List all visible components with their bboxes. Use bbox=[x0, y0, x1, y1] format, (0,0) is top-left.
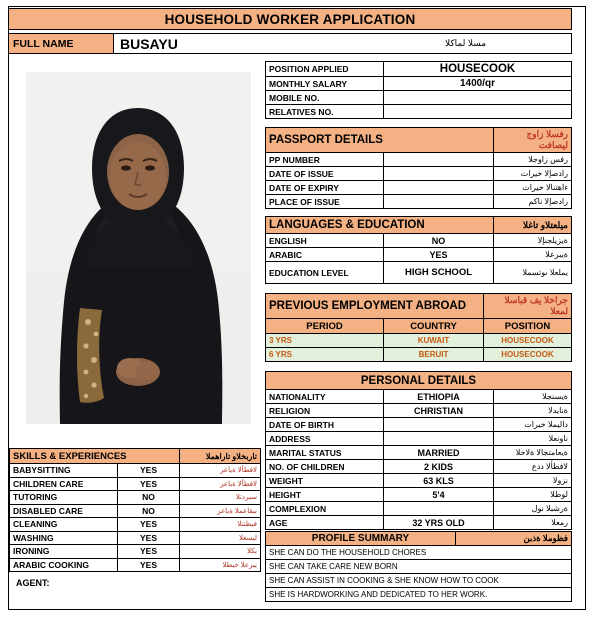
applicant-photo bbox=[26, 72, 251, 424]
employment-col-period: PERIOD bbox=[266, 319, 384, 334]
section-header-row bbox=[266, 294, 572, 319]
skill-tutoring-arabic: سيردتلا bbox=[180, 491, 261, 505]
marital-status-label: MARITAL STATUS bbox=[266, 446, 384, 460]
date-of-expiry-label: DATE OF EXPIRY bbox=[266, 181, 384, 195]
arabic-value: YES bbox=[384, 248, 494, 262]
age-label: AGE bbox=[266, 516, 384, 530]
table-header-row bbox=[266, 319, 572, 334]
employment-col-country: COUNTRY bbox=[384, 319, 484, 334]
section-header-row bbox=[266, 372, 572, 390]
previous-employment-table bbox=[265, 293, 572, 362]
weight-value: 63 KLS bbox=[384, 474, 494, 488]
position-table bbox=[265, 61, 572, 119]
applicant-photo-image bbox=[26, 72, 251, 424]
skills-experiences-table bbox=[9, 448, 261, 572]
nationality-label-arabic: ةيسنجلا bbox=[494, 390, 572, 404]
mobile-no-label: MOBILE NO. bbox=[266, 91, 384, 105]
skill-disabled-care-label: DISABLED CARE bbox=[10, 504, 118, 518]
section-header-row bbox=[10, 449, 261, 464]
profile-section-title-arabic: فظوملا ةذبن bbox=[456, 532, 572, 546]
section-header-row bbox=[266, 128, 572, 153]
marital-status-label-arabic: ةيعامتجالا ةلاحلا bbox=[494, 446, 572, 460]
table-row bbox=[266, 262, 572, 284]
employment-position-2: HOUSECOOK bbox=[484, 348, 572, 362]
full-name-label: FULL NAME bbox=[9, 34, 114, 53]
arabic-label: ARABIC bbox=[266, 248, 384, 262]
full-name-row bbox=[8, 33, 572, 54]
table-row bbox=[10, 531, 261, 545]
education-level-label: EDUCATION LEVEL bbox=[266, 262, 384, 284]
monthly-salary-value: 1400/qr bbox=[384, 77, 572, 91]
profile-line-2: SHE CAN TAKE CARE NEW BORN bbox=[266, 560, 572, 574]
weight-label-arabic: نزولا bbox=[494, 474, 572, 488]
complexion-label-arabic: ةرشبلا نول bbox=[494, 502, 572, 516]
profile-section-title: PROFILE SUMMARY bbox=[266, 532, 456, 546]
date-of-birth-label: DATE OF BIRTH bbox=[266, 418, 384, 432]
employment-country-1: KUWAIT bbox=[384, 334, 484, 348]
table-row bbox=[266, 77, 572, 91]
table-row bbox=[266, 91, 572, 105]
no-of-children-label-arabic: لافطألا ددع bbox=[494, 460, 572, 474]
date-of-expiry-value bbox=[384, 181, 494, 195]
table-row bbox=[266, 502, 572, 516]
date-of-issue-label-arabic: رادصإلا خيرات bbox=[494, 167, 572, 181]
employment-section-title-arabic: جراخلا يف قباسلا لمعلا bbox=[484, 294, 572, 319]
height-label: HEIGHT bbox=[266, 488, 384, 502]
skill-arabic-cooking-value: YES bbox=[118, 558, 180, 572]
complexion-value bbox=[384, 502, 494, 516]
skill-ironing-label: IRONING bbox=[10, 545, 118, 559]
table-row bbox=[266, 574, 572, 588]
skill-tutoring-label: TUTORING bbox=[10, 491, 118, 505]
table-row bbox=[10, 518, 261, 532]
skill-arabic-cooking-label: ARABIC COOKING bbox=[10, 558, 118, 572]
skill-tutoring-value: NO bbox=[118, 491, 180, 505]
relatives-no-label: RELATIVES NO. bbox=[266, 105, 384, 119]
date-of-birth-value bbox=[384, 418, 494, 432]
table-row bbox=[266, 460, 572, 474]
profile-line-4: SHE IS HARDWORKING AND DEDICATED TO HER WORK. bbox=[266, 588, 572, 602]
section-header-row bbox=[266, 532, 572, 546]
position-applied-label: POSITION APPLIED bbox=[266, 62, 384, 77]
section-header-row bbox=[266, 217, 572, 234]
employment-period-2: 6 YRS bbox=[266, 348, 384, 362]
no-of-children-label: NO. OF CHILDREN bbox=[266, 460, 384, 474]
pp-number-label-arabic: رفس زاوجلا bbox=[494, 153, 572, 167]
skill-babysitting-value: YES bbox=[118, 464, 180, 478]
employment-col-position: POSITION bbox=[484, 319, 572, 334]
full-name-label-arabic: مسلا لماكلا bbox=[445, 38, 487, 48]
skill-washing-value: YES bbox=[118, 531, 180, 545]
date-of-issue-label: DATE OF ISSUE bbox=[266, 167, 384, 181]
languages-education-table bbox=[265, 216, 572, 284]
skill-washing-label: WASHING bbox=[10, 531, 118, 545]
skill-washing-arabic: ليسغلا bbox=[180, 531, 261, 545]
english-label: ENGLISH bbox=[266, 234, 384, 248]
english-label-arabic: ةيزیلجنإلا bbox=[494, 234, 572, 248]
skills-section-title-arabic: تاربخلاو تاراهملا bbox=[180, 449, 261, 464]
table-row bbox=[266, 62, 572, 77]
table-row bbox=[266, 248, 572, 262]
skills-section-title: SKILLS & EXPERIENCES bbox=[10, 449, 180, 464]
place-of-issue-value bbox=[384, 195, 494, 209]
table-row bbox=[266, 560, 572, 574]
date-of-birth-label-arabic: داليملا خيرات bbox=[494, 418, 572, 432]
table-row bbox=[10, 491, 261, 505]
religion-value: CHRISTIAN bbox=[384, 404, 494, 418]
religion-label-arabic: ةنايدلا bbox=[494, 404, 572, 418]
table-row bbox=[266, 348, 572, 362]
employment-section-title: PREVIOUS EMPLOYMENT ABROAD bbox=[266, 294, 484, 319]
education-level-value: HIGH SCHOOL bbox=[384, 262, 494, 284]
skill-children-care-arabic: لافطألا ةياعر bbox=[180, 477, 261, 491]
skill-arabic-cooking-arabic: يبرعلا خبطلا bbox=[180, 558, 261, 572]
languages-section-title: LANGUAGES & EDUCATION bbox=[266, 217, 494, 234]
table-row bbox=[266, 432, 572, 446]
passport-details-table bbox=[265, 127, 572, 209]
table-row bbox=[266, 153, 572, 167]
table-row bbox=[10, 477, 261, 491]
table-row bbox=[266, 588, 572, 602]
nationality-value: ETHIOPIA bbox=[384, 390, 494, 404]
date-of-expiry-label-arabic: ءاهتنالا خيرات bbox=[494, 181, 572, 195]
skill-babysitting-label: BABYSITTING bbox=[10, 464, 118, 478]
skill-children-care-label: CHILDREN CARE bbox=[10, 477, 118, 491]
form-title-bar bbox=[8, 8, 572, 30]
place-of-issue-label: PLACE OF ISSUE bbox=[266, 195, 384, 209]
english-value: NO bbox=[384, 234, 494, 248]
no-of-children-value: 2 KIDS bbox=[384, 460, 494, 474]
table-row bbox=[266, 488, 572, 502]
religion-label: RELIGION bbox=[266, 404, 384, 418]
relatives-no-value bbox=[384, 105, 572, 119]
languages-section-title-arabic: میلعتلاو تاغلا bbox=[494, 217, 572, 234]
full-name-value: BUSAYU bbox=[120, 35, 178, 52]
age-value: 32 YRS OLD bbox=[384, 516, 494, 530]
table-row bbox=[266, 404, 572, 418]
table-row bbox=[266, 390, 572, 404]
passport-section-title: PASSPORT DETAILS bbox=[266, 128, 494, 153]
nationality-label: NATIONALITY bbox=[266, 390, 384, 404]
marital-status-value: MARRIED bbox=[384, 446, 494, 460]
employment-period-1: 3 YRS bbox=[266, 334, 384, 348]
height-value: 5'4 bbox=[384, 488, 494, 502]
skill-disabled-care-arabic: نيقاعملا ةياعر bbox=[180, 504, 261, 518]
table-row bbox=[266, 181, 572, 195]
mobile-no-value bbox=[384, 91, 572, 105]
table-row bbox=[266, 334, 572, 348]
table-row bbox=[266, 167, 572, 181]
profile-summary-table bbox=[265, 531, 572, 602]
profile-line-1: SHE CAN DO THE HOUSEHOLD CHORES bbox=[266, 546, 572, 560]
address-value bbox=[384, 432, 494, 446]
table-row bbox=[266, 105, 572, 119]
complexion-label: COMPLEXION bbox=[266, 502, 384, 516]
skill-cleaning-arabic: فيظنتلا bbox=[180, 518, 261, 532]
skill-disabled-care-value: NO bbox=[118, 504, 180, 518]
arabic-label-arabic: ةيبرعلا bbox=[494, 248, 572, 262]
skill-cleaning-label: CLEANING bbox=[10, 518, 118, 532]
personal-details-table bbox=[265, 371, 572, 530]
page-title: HOUSEHOLD WORKER APPLICATION bbox=[164, 11, 416, 27]
address-label: ADDRESS bbox=[266, 432, 384, 446]
weight-label: WEIGHT bbox=[266, 474, 384, 488]
skill-babysitting-arabic: لافطألا ةياعر bbox=[180, 464, 261, 478]
table-row bbox=[266, 516, 572, 530]
table-row bbox=[10, 464, 261, 478]
passport-section-title-arabic: رفسلا زاوج لیصافت bbox=[494, 128, 572, 153]
table-row bbox=[266, 546, 572, 560]
pp-number-value bbox=[384, 153, 494, 167]
table-row bbox=[10, 504, 261, 518]
table-row bbox=[10, 558, 261, 572]
monthly-salary-label: MONTHLY SALARY bbox=[266, 77, 384, 91]
table-row bbox=[266, 195, 572, 209]
table-row bbox=[266, 446, 572, 460]
skill-cleaning-value: YES bbox=[118, 518, 180, 532]
address-label-arabic: ناونعلا bbox=[494, 432, 572, 446]
table-row bbox=[266, 234, 572, 248]
position-applied-value: HOUSECOOK bbox=[384, 62, 572, 77]
education-level-label-arabic: يملعلا ىوتسملا bbox=[494, 262, 572, 284]
skill-ironing-arabic: يكلا bbox=[180, 545, 261, 559]
table-row bbox=[266, 474, 572, 488]
place-of-issue-label-arabic: رادصإلا ناكم bbox=[494, 195, 572, 209]
skill-children-care-value: YES bbox=[118, 477, 180, 491]
age-label-arabic: رمعلا bbox=[494, 516, 572, 530]
date-of-issue-value bbox=[384, 167, 494, 181]
agent-label: AGENT: bbox=[16, 578, 50, 588]
table-row bbox=[266, 418, 572, 432]
employment-position-1: HOUSECOOK bbox=[484, 334, 572, 348]
profile-line-3: SHE CAN ASSIST IN COOKING & SHE KNOW HOW TO COOK bbox=[266, 574, 572, 588]
table-row bbox=[10, 545, 261, 559]
skill-ironing-value: YES bbox=[118, 545, 180, 559]
employment-country-2: BERUIT bbox=[384, 348, 484, 362]
height-label-arabic: لوطلا bbox=[494, 488, 572, 502]
pp-number-label: PP NUMBER bbox=[266, 153, 384, 167]
personal-section-title: PERSONAL DETAILS bbox=[266, 372, 572, 390]
